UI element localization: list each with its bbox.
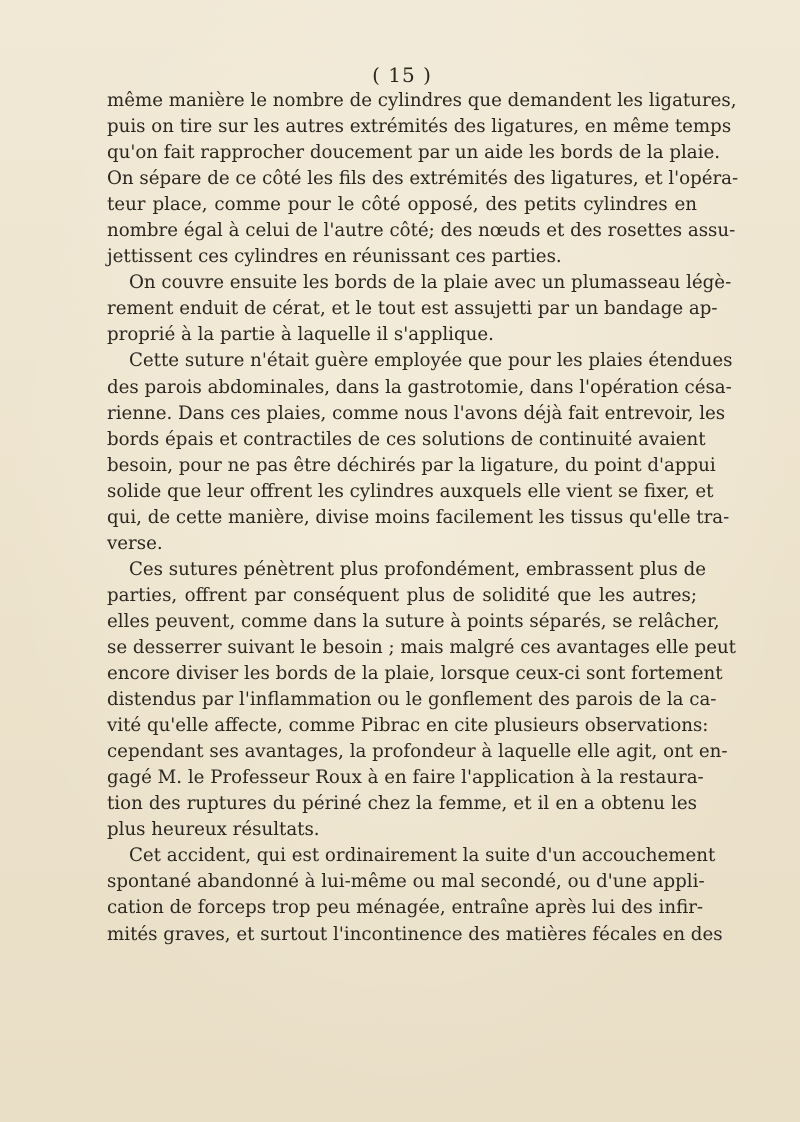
paragraph-2 bbox=[107, 270, 732, 348]
text-line: teur place, comme pour le côté opposé, des petits cylindres en bbox=[107, 194, 697, 216]
text-line: tion des ruptures du périné chez la femme, et il en a obtenu les bbox=[107, 793, 697, 815]
text-line: qu'on fait rapprocher doucement par un aide les bords de la plaie. bbox=[107, 142, 721, 164]
text-line: bords épais et contractiles de ces solutions de continuité avaient bbox=[107, 428, 706, 450]
text-line: encore diviser les bords de la plaie, lorsque ceux-ci sont fortement bbox=[107, 663, 723, 685]
text-line: se desserrer suivant le besoin ; mais malgré ces avantages elle peut bbox=[107, 636, 736, 658]
paragraph-1 bbox=[107, 88, 739, 270]
text-line: verse. bbox=[107, 532, 163, 554]
text-line: proprié à la partie à laquelle il s'applique. bbox=[107, 324, 494, 346]
text-line: On couvre ensuite les bords de la plaie avec un plumasseau légè- bbox=[129, 272, 732, 294]
text-line: cation de forceps trop peu ménagée, entraîne après lui des infir- bbox=[107, 897, 704, 919]
text-line: besoin, pour ne pas être déchirés par la ligature, du point d'appui bbox=[107, 454, 716, 476]
text-line: rement enduit de cérat, et le tout est assujetti par un bandage ap- bbox=[107, 298, 718, 320]
paragraph-3 bbox=[107, 348, 733, 556]
text-line: Cette suture n'était guère employée que pour les plaies étendues bbox=[129, 350, 733, 372]
text-line: solide que leur offrent les cylindres auxquels elle vient se fixer, et bbox=[107, 480, 714, 502]
page-text bbox=[107, 62, 739, 948]
text-line: nombre égal à celui de l'autre côté; des nœuds et des rosettes assu- bbox=[107, 220, 736, 242]
text-line: des parois abdominales, dans la gastrotomie, dans l'opération césa- bbox=[107, 376, 732, 398]
text-line: puis on tire sur les autres extrémités des ligatures, en même temps bbox=[107, 116, 732, 138]
text-line: On sépare de ce côté les fils des extrémités des ligatures, et l'opéra- bbox=[107, 168, 739, 190]
text-line: spontané abandonné à lui-même ou mal secondé, ou d'une appli- bbox=[107, 871, 705, 893]
text-line: jettissent ces cylindres en réunissant ces parties. bbox=[107, 246, 562, 268]
text-line: vité qu'elle affecte, comme Pibrac en cite plusieurs observations: bbox=[107, 715, 709, 737]
page-number: ( 15 ) bbox=[372, 63, 432, 87]
text-line: mités graves, et surtout l'incontinence des matières fécales en des bbox=[107, 923, 723, 945]
text-line: plus heureux résultats. bbox=[107, 819, 320, 841]
text-line: qui, de cette manière, divise moins facilement les tissus qu'elle tra- bbox=[107, 506, 730, 528]
text-line: gagé M. le Professeur Roux à en faire l'application à la restaura- bbox=[107, 767, 704, 789]
paragraph-5 bbox=[107, 843, 723, 947]
text-line: elles peuvent, comme dans la suture à points séparés, se relâcher, bbox=[107, 610, 720, 632]
text-line: Ces sutures pénètrent plus profondément, embrassent plus de bbox=[129, 558, 706, 580]
paragraph-4 bbox=[107, 557, 736, 844]
text-line: rienne. Dans ces plaies, comme nous l'avons déjà fait entrevoir, les bbox=[107, 402, 726, 424]
text-line: parties, offrent par conséquent plus de solidité que les autres; bbox=[107, 584, 697, 606]
text-line: cependant ses avantages, la profondeur à laquelle elle agit, ont en- bbox=[107, 741, 728, 763]
text-line: même manière le nombre de cylindres que demandent les ligatures, bbox=[107, 90, 737, 111]
text-line: distendus par l'inflammation ou le gonflement des parois de la ca- bbox=[107, 689, 717, 711]
text-line: Cet accident, qui est ordinairement la suite d'un accouchement bbox=[129, 845, 716, 867]
